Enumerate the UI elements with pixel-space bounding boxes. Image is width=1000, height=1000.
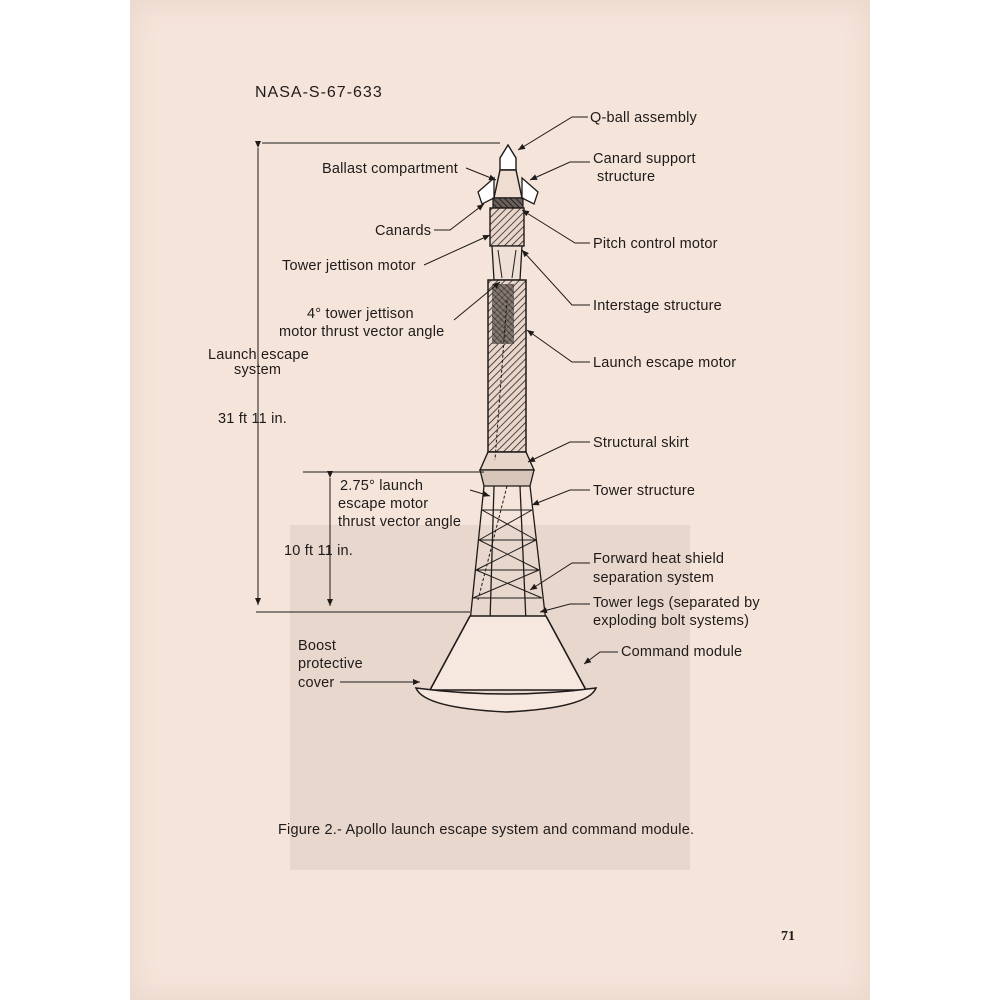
label-thrust4-2: motor thrust vector angle bbox=[279, 324, 445, 340]
label-skirt: Structural skirt bbox=[593, 435, 689, 451]
label-thrust275-1: 2.75° launch bbox=[340, 478, 424, 494]
figure-caption: Figure 2.- Apollo launch escape system and command module. bbox=[278, 822, 695, 838]
label-thrust4-1: 4° tower jettison bbox=[307, 306, 414, 322]
label-canard-support-2: structure bbox=[597, 169, 656, 185]
label-interstage: Interstage structure bbox=[593, 298, 722, 314]
label-les-2: system bbox=[234, 362, 282, 378]
label-fhs-2: separation system bbox=[593, 570, 715, 586]
label-legs-2: exploding bolt systems) bbox=[593, 613, 750, 629]
label-canard-support-1: Canard support bbox=[593, 151, 696, 167]
label-thrust275-2: escape motor bbox=[338, 496, 429, 512]
label-cm: Command module bbox=[621, 644, 743, 660]
label-tower: Tower structure bbox=[593, 483, 696, 499]
document-id: NASA-S-67-633 bbox=[255, 84, 383, 101]
label-legs-1: Tower legs (separated by bbox=[593, 595, 760, 611]
leader-lines bbox=[340, 117, 618, 682]
label-ballast: Ballast compartment bbox=[322, 161, 458, 177]
label-fhs-1: Forward heat shield bbox=[593, 551, 725, 567]
label-pitch-motor: Pitch control motor bbox=[593, 236, 718, 252]
dimension-tower: 10 ft 11 in. bbox=[284, 543, 354, 559]
page-number: 71 bbox=[781, 929, 795, 944]
label-tower-jettison: Tower jettison motor bbox=[282, 258, 416, 274]
label-q-ball: Q-ball assembly bbox=[590, 110, 697, 126]
label-canards: Canards bbox=[375, 223, 432, 239]
dimension-lines bbox=[256, 143, 500, 612]
label-boost-1: Boost bbox=[298, 638, 337, 654]
label-boost-3: cover bbox=[298, 675, 335, 691]
label-les-1: Launch escape bbox=[208, 347, 309, 363]
label-thrust275-3: thrust vector angle bbox=[338, 514, 462, 530]
label-launch-motor: Launch escape motor bbox=[593, 355, 737, 371]
dimension-total: 31 ft 11 in. bbox=[218, 411, 288, 427]
label-boost-2: protective bbox=[298, 656, 363, 672]
